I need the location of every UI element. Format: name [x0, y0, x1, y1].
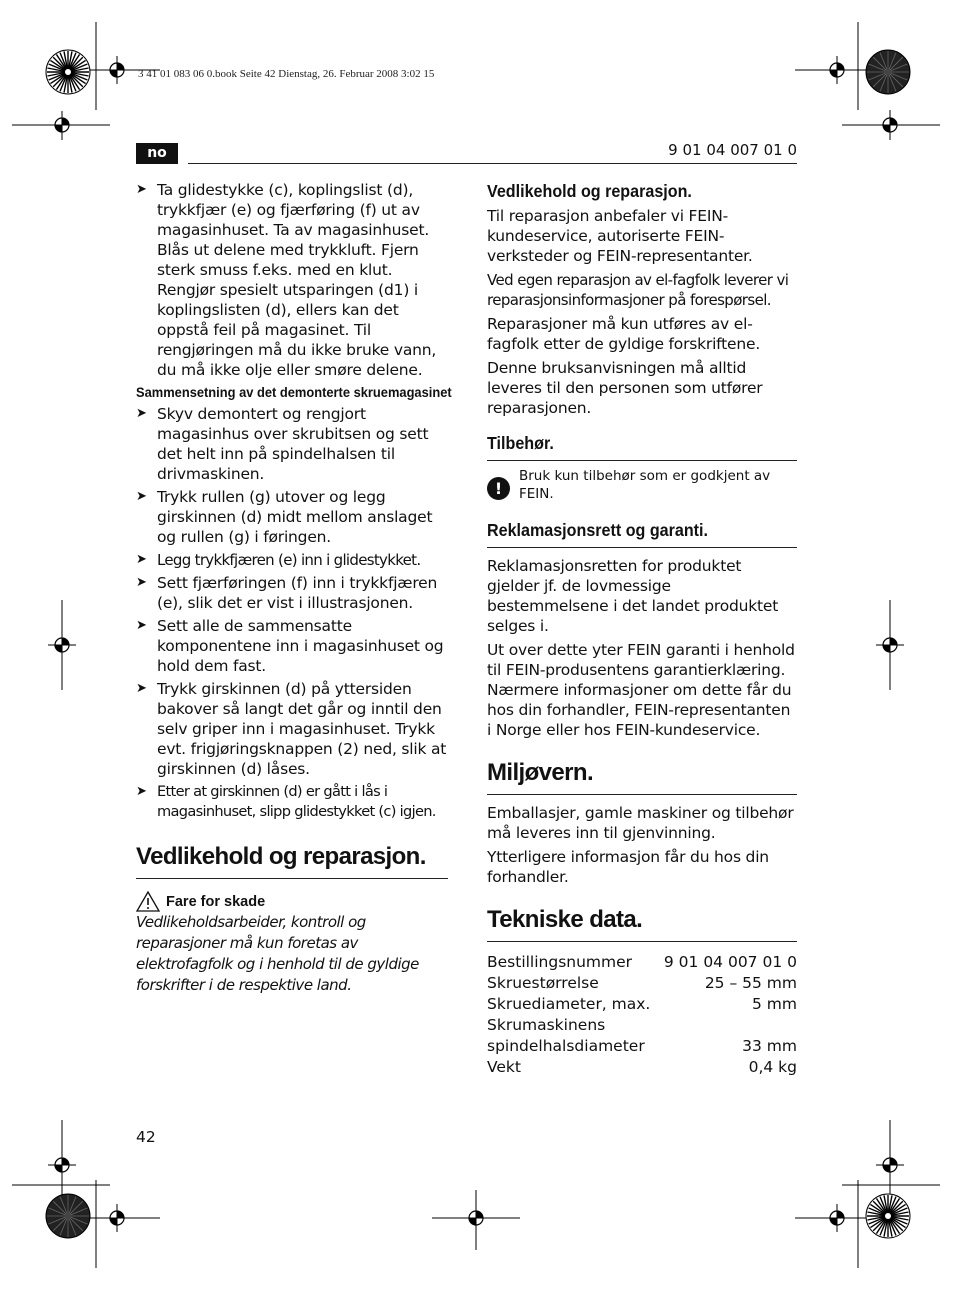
maintenance-heading: Vedlikehold og reparasjon. — [136, 842, 448, 879]
warning-heading — [136, 891, 448, 912]
repair-paragraph: Ved egen reparasjon av el-fagfolk leverer vi reparasjonsinformasjoner på forespørsel. — [487, 271, 789, 309]
warranty-title: Reklamasjonsrett og garanti. — [487, 520, 709, 540]
spec-label: Skruediameter, max. — [487, 995, 651, 1013]
arrow-bullet-icon: ➤ — [136, 575, 147, 590]
accessories-note — [487, 467, 797, 503]
table-row — [487, 952, 797, 973]
arrow-bullet-icon: ➤ — [136, 489, 147, 504]
spec-label: Bestillingsnummer — [487, 953, 633, 971]
document-number: 9 01 04 007 01 0 — [668, 141, 797, 159]
environment-paragraph: Ytterligere informasjon får du hos din forhandler. — [487, 848, 769, 886]
repair-paragraph: Til reparasjon anbefaler vi FEIN-kundeservice, autoriserte FEIN-verksteder og FEIN-representanter. — [487, 207, 753, 265]
right-column — [487, 180, 797, 1078]
left-column — [136, 180, 452, 1000]
page-number: 42 — [136, 1128, 156, 1146]
arrow-bullet-icon: ➤ — [136, 552, 147, 567]
table-row — [487, 1057, 797, 1078]
list-item: ➤ Trykk girskinnen (d) på yttersiden bakover så langt det går og inntil den selv griper inn i magasinhuset. Trykk evt. frigjøringsknappen (2) ned, slik at girskinnen (d) låses. — [136, 680, 447, 778]
header-rule — [188, 163, 797, 164]
warning-title: Fare for skade — [166, 893, 266, 910]
exclamation-icon: ! — [487, 477, 510, 500]
technical-data-table — [487, 952, 797, 1078]
technical-data-heading: Tekniske data. — [487, 905, 797, 942]
list-item: ➤ Etter at girskinnen (d) er gått i lås i magasinhuset, slipp glidestykket (c) igjen. — [136, 783, 436, 820]
assembly-subheading: Sammensetning av det demonterte skruemagasinet — [136, 384, 452, 400]
cleaning-steps — [136, 180, 448, 380]
environment-heading: Miljøvern. — [487, 758, 797, 795]
language-badge: no — [136, 143, 178, 164]
arrow-bullet-icon: ➤ — [136, 681, 147, 696]
warranty-paragraph: Ut over dette yter FEIN garanti i henhold til FEIN-produsentens garantierklæring. Nærmere informasjoner om dette får du hos din forhandler, FEIN-representanten i Norge eller hos FEIN-kundeservice. — [487, 641, 795, 739]
table-row — [487, 973, 797, 994]
assembly-steps — [136, 404, 448, 822]
table-row — [487, 1015, 797, 1057]
warranty-paragraph: Reklamasjonsretten for produktet gjelder jf. de lovmessige bestemmelsene i det landet produktet selges i. — [487, 557, 779, 635]
accessories-heading — [487, 432, 797, 461]
accessories-title: Tilbehør. — [487, 433, 554, 453]
list-item: ➤ Sett alle de sammensatte komponentene inn i magasinhuset og hold dem fast. — [136, 617, 444, 675]
list-item: ➤ Ta glidestykke (c), koplingslist (d), trykkfjær (e) og fjærføring (f) ut av magasinhuset. Ta av magasinhuset. Blås ut delene med trykkluft. Fjern sterk smuss f.eks. med en klut. Rengjør spesielt utsparingen (d1) i koplingslisten (d), ellers kan det oppstå feil på magasinet. Til rengjøringen må du ikke bruke vann, du må ikke olje eller smøre delene. — [136, 181, 437, 379]
repair-paragraph: Denne bruksanvisningen må alltid leveres til den personen som utfører reparasjonen. — [487, 359, 763, 417]
spec-label: Skruestørrelse — [487, 974, 599, 992]
spec-value: 33 mm — [742, 1037, 797, 1055]
list-item: ➤ Legg trykkfjæren (e) inn i glidestykket. — [136, 551, 421, 569]
accessories-note-text: Bruk kun tilbehør som er godkjent av FEIN. — [519, 468, 771, 502]
warning-text: Vedlikeholdsarbeider, kontroll og reparasjoner må kun foretas av elektrofagfolk og i henhold til de gyldige forskrifter i de respektive land. — [136, 913, 419, 994]
spec-label: Vekt — [487, 1058, 521, 1076]
print-slug: 3 41 01 083 06 0.book Seite 42 Dienstag, 26. Februar 2008 3:02 15 — [138, 68, 435, 80]
spec-value: 5 mm — [752, 995, 797, 1013]
environment-paragraph: Emballasjer, gamle maskiner og tilbehør må leveres inn til gjenvinning. — [487, 804, 794, 842]
arrow-bullet-icon: ➤ — [136, 784, 147, 799]
arrow-bullet-icon: ➤ — [136, 618, 147, 633]
list-item: ➤ Trykk rullen (g) utover og legg girskinnen (d) midt mellom anslaget og rullen (g) i føringen. — [136, 488, 433, 546]
spec-value: 9 01 04 007 01 0 — [663, 953, 797, 971]
warning-triangle-icon — [136, 891, 160, 912]
table-row — [487, 994, 797, 1015]
spec-value: 25 – 55 mm — [704, 974, 797, 992]
arrow-bullet-icon: ➤ — [136, 406, 147, 421]
list-item: ➤ Skyv demontert og rengjort magasinhus over skrubitsen og sett det helt inn på spindelhalsen til drivmaskinen. — [136, 405, 429, 483]
spec-label: Skrumaskinens spindelhalsdiameter — [487, 1016, 645, 1055]
warranty-heading — [487, 519, 797, 548]
spec-value: 0,4 kg — [748, 1058, 797, 1076]
repair-heading: Vedlikehold og reparasjon. — [487, 181, 692, 201]
list-item: ➤ Sett fjærføringen (f) inn i trykkfjæren (e), slik det er vist i illustrasjonen. — [136, 574, 438, 612]
repair-paragraph: Reparasjoner må kun utføres av el-fagfolk etter de gyldige forskriftene. — [487, 315, 761, 353]
arrow-bullet-icon: ➤ — [136, 182, 147, 197]
